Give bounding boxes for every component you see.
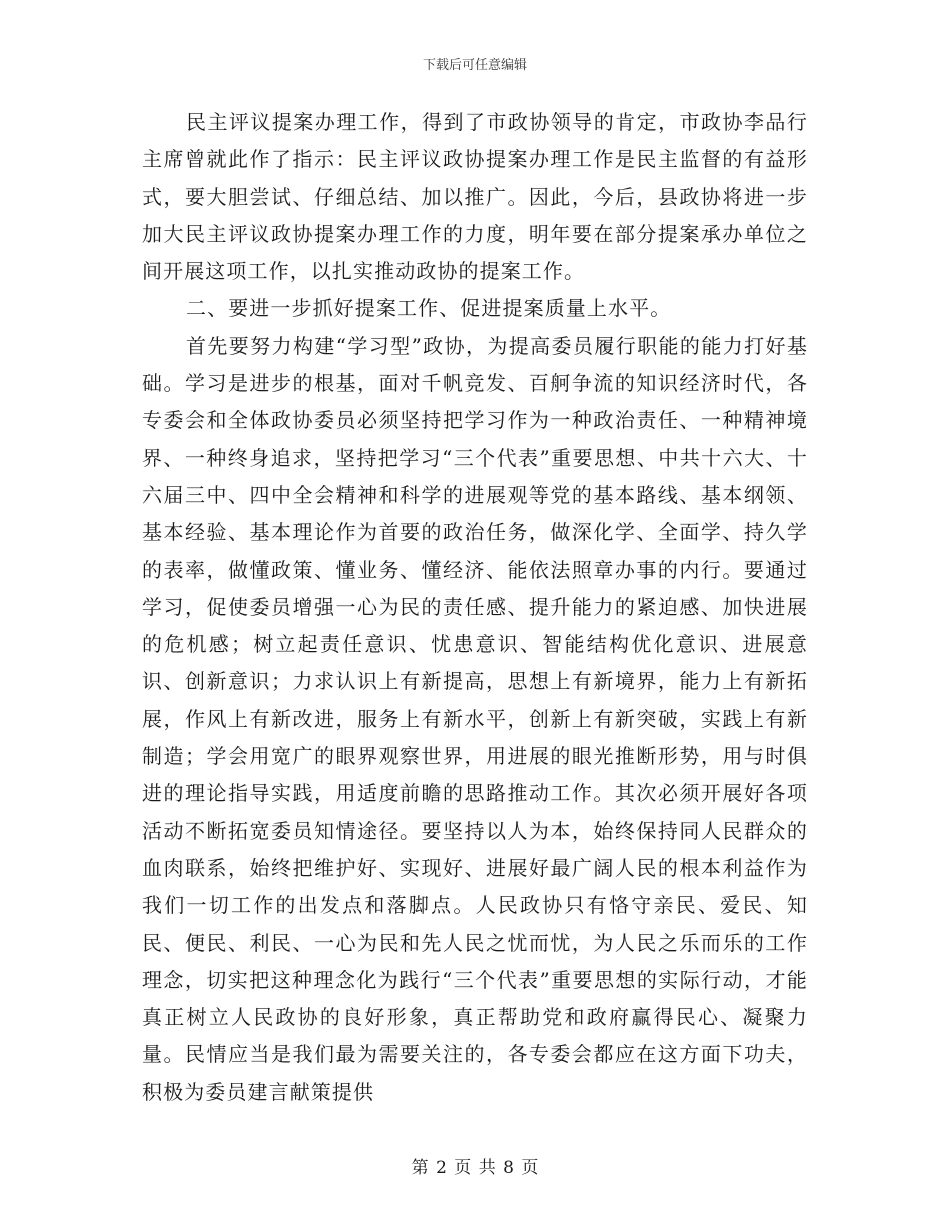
paragraph-3: 首先要努力构建“学习型”政协，为提高委员履行职能的能力打好基础。学习是进步的根基，面对千帆竞发、百舸争流的知识经济时代，各专委会和全体政协委员必须坚持把学习作为一种政治责任、一种精神境界、一种终身追求，坚持把学习“三个代表”重要思想、中共十六大、十六届三中、四中全会精神和科学的进展观等党的基本路线、基本纲领、基本经验、基本理论作为首要的政治任务，做深化学、全面学、持久学的表率，做懂政策、懂业务、懂经济、能依法照章办事的内行。要通过学习，促使委员增强一心为民的责任感、提升能力的紧迫感、加快进展的危机感；树立起责任意识、忧患意识、智能结构优化意识、进展意识、创新意识；力求认识上有新提高，思想上有新境界，能力上有新拓展，作风上有新改进，服务上有新水平，创新上有新突破，实践上有新制造；学会用宽广的眼界观察世界，用进展的眼光推断形势，用与时俱进的理论指导实践，用适度前瞻的思路推动工作。其次必须开展好各项活动不断拓宽委员知情途径。要坚持以人为本，始终保持同人民群众的血肉联系，始终把维护好、实现好、进展好最广阔人民的根本利益作为我们一切工作的出发点和落脚点。人民政协只有恪守亲民、爱民、知民、便民、利民、一心为民和先人民之忧而忧，为人民之乐而乐的工作理念，切实把这种理念化为践行“三个代表”重要思想的实际行动，才能真正树立人民政协的良好形象，真正帮助党和政府赢得民心、凝聚力量。民情应当是我们最为需要关注的，各专委会都应在这方面下功夫，积极为委员建言献策提供 xyxy=(142,333,808,1104)
page-header: 下载后可任意编辑 xyxy=(422,58,527,73)
page-number-footer: 第 2 页 共 8 页 xyxy=(411,1158,539,1178)
paragraph-1: 民主评议提案办理工作，得到了市政协领导的肯定，市政协李品行主席曾就此作了指示：民主评议政协提案办理工作是民主监督的有益形式，要大胆尝试、仔细总结、加以推广。因此，今后，县政协将进一步加大民主评议政协提案办理工作的力度，明年要在部分提案承办单位之间开展这项工作，以扎实推动政协的提案工作。 xyxy=(142,110,808,284)
paragraph-2-section-heading: 二、要进一步抓好提案工作、促进提案质量上水平。 xyxy=(186,296,672,321)
document-body xyxy=(142,104,808,1111)
